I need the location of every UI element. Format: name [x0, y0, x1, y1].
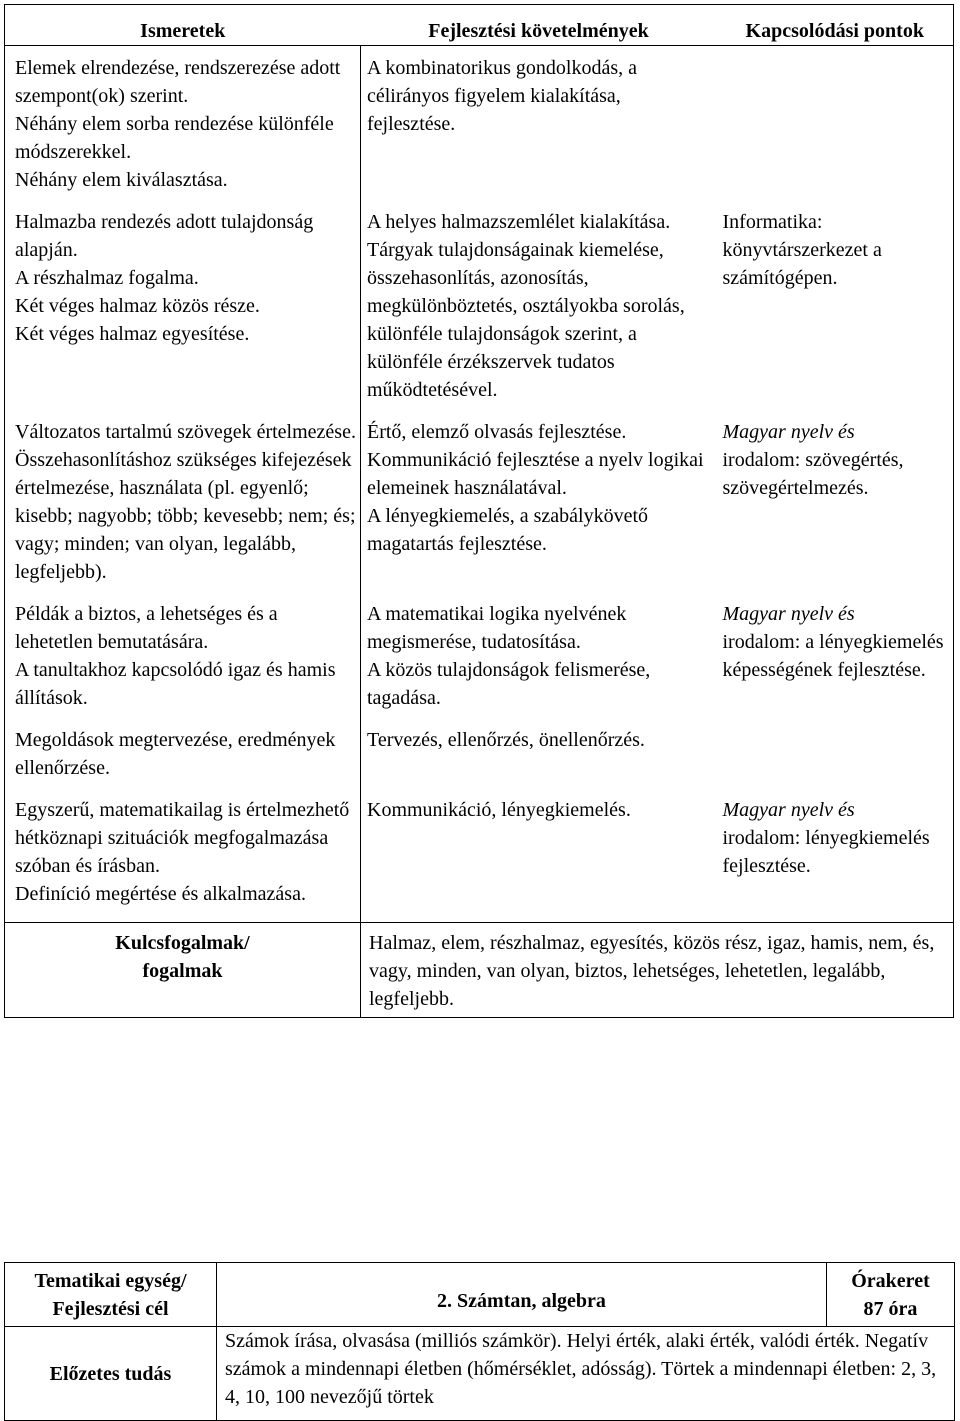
fejlesztes-text: Kommunikáció, lényegkiemelés. [367, 799, 631, 821]
fejlesztes-cell [361, 796, 717, 923]
kapcsolodas-cell [717, 726, 954, 796]
kapcsolodas-cell [717, 46, 954, 209]
ismeretek-text: Egyszerű, matematikailag is értelmezhető hétköznapi szituációk megfogalmazása szóban és írásban. Definíció megértése és alkalmazása. [15, 799, 350, 905]
table-row [5, 208, 954, 418]
fejlesztes-cell [361, 726, 717, 796]
header-ismeretek: Ismeretek [5, 5, 361, 46]
fejlesztes-cell [361, 600, 717, 726]
fejlesztes-cell [361, 208, 717, 418]
kapcsolodas-cell [717, 796, 954, 923]
kapcsolodas-cell [717, 600, 954, 726]
kapcsolodas-cell [717, 418, 954, 600]
kapcsolodas-cell [717, 208, 954, 418]
table-row [5, 796, 954, 923]
elozetes-tudas-row [5, 1327, 955, 1421]
fejlesztes-cell [361, 46, 717, 209]
elozetes-tudas-label: Előzetes tudás [5, 1327, 217, 1421]
ismeretek-text: Halmazba rendezés adott tulajdonság alapján. A részhalmaz fogalma. Két véges halmaz közös része. Két véges halmaz egyesítése. [15, 211, 314, 345]
elozetes-tudas-text: Számok írása, olvasása (milliós számkör). Helyi érték, alaki érték, valódi érték. Negatív számok a mindennapi életben (hőmérséklet, adósság). Törtek a mindennapi életben: 2, 3, 4, 10, 100 nevezőjű törtek [217, 1327, 955, 1421]
tematika-table [4, 1262, 955, 1421]
tematikai-egyseg-title: 2. Számtan, algebra [217, 1263, 827, 1327]
header-fejlesztesi-kovetelmenyek: Fejlesztési követelmények [361, 5, 717, 46]
tematikai-egyseg-label: Tematikai egység/ Fejlesztési cél [5, 1263, 217, 1327]
header-row [5, 5, 954, 46]
kapcsolodas-text: irodalom: a lényegkiemelés képességének fejlesztése. [722, 631, 944, 681]
ismeretek-text: Változatos tartalmú szövegek értelmezése. Összehasonlításhoz szükséges kifejezések értelmezése, használata (pl. egyenlő; kisebb; nagyobb; több; kevesebb; nem; és; vagy; minden; van olyan, legalább, legfeljebb). [15, 421, 356, 583]
table-row [5, 418, 954, 600]
fejlesztes-cell [361, 418, 717, 600]
ismeretek-text: Megoldások megtervezése, eredmények ellenőrzése. [15, 729, 336, 779]
fejlesztes-text: Értő, elemző olvasás fejlesztése. Kommunikáció fejlesztése a nyelv logikai elemeinek használatával. A lényegkiemelés, a szabálykövető magatartás fejlesztése. [367, 421, 704, 555]
ismeretek-cell [5, 208, 361, 418]
ismeretek-cell [5, 418, 361, 600]
fejlesztes-text: A helyes halmazszemlélet kialakítása. Tárgyak tulajdonságainak kiemelése, összehasonlítás, azonosítás, megkülönböztetés, osztályokba sorolás, különféle tulajdonságok szerint, a különféle érzékszervek tudatos működtetésével. [367, 211, 685, 401]
kapcsolodas-text: Informatika: könyvtárszerkezet a számítógépen. [722, 211, 882, 289]
tematika-row [5, 1263, 955, 1327]
table-row [5, 46, 954, 209]
fejlesztes-text: A kombinatorikus gondolkodás, a célirányos figyelem kialakítása, fejlesztése. [367, 57, 637, 135]
kapcsolodas-subject: Magyar nyelv és [722, 421, 855, 443]
kapcsolodas-subject: Magyar nyelv és [722, 603, 855, 625]
table-row [5, 726, 954, 796]
kulcsfogalmak-row [5, 923, 954, 1018]
kapcsolodas-text: irodalom: szövegértés, szövegértelmezés. [722, 449, 904, 499]
kapcsolodas-text: irodalom: lényegkiemelés fejlesztése. [722, 827, 930, 877]
kulcsfogalmak-label: Kulcsfogalmak/ fogalmak [5, 923, 361, 1018]
ismeretek-cell [5, 46, 361, 209]
fejlesztes-text: Tervezés, ellenőrzés, önellenőrzés. [367, 729, 645, 751]
kapcsolodas-subject: Magyar nyelv és [722, 799, 855, 821]
orakeret-label: Órakeret 87 óra [827, 1263, 955, 1327]
header-kapcsolodasi-pontok: Kapcsolódási pontok [717, 5, 954, 46]
ismeretek-text: Példák a biztos, a lehetséges és a lehetetlen bemutatására. A tanultakhoz kapcsolódó igaz és hamis állítások. [15, 603, 336, 709]
ismeretek-cell [5, 796, 361, 923]
kulcsfogalmak-text: Halmaz, elem, részhalmaz, egyesítés, közös rész, igaz, hamis, nem, és, vagy, minden, van olyan, biztos, lehetséges, lehetetlen, legalább, legfeljebb. [361, 923, 954, 1018]
table-row [5, 600, 954, 726]
ismeretek-cell [5, 600, 361, 726]
curriculum-table [4, 4, 954, 1018]
ismeretek-text: Elemek elrendezése, rendszerezése adott szempont(ok) szerint. Néhány elem sorba rendezése különféle módszerekkel. Néhány elem kiválasztása. [15, 57, 341, 191]
ismeretek-cell [5, 726, 361, 796]
fejlesztes-text: A matematikai logika nyelvének megismerése, tudatosítása. A közös tulajdonságok felismerése, tagadása. [367, 603, 651, 709]
